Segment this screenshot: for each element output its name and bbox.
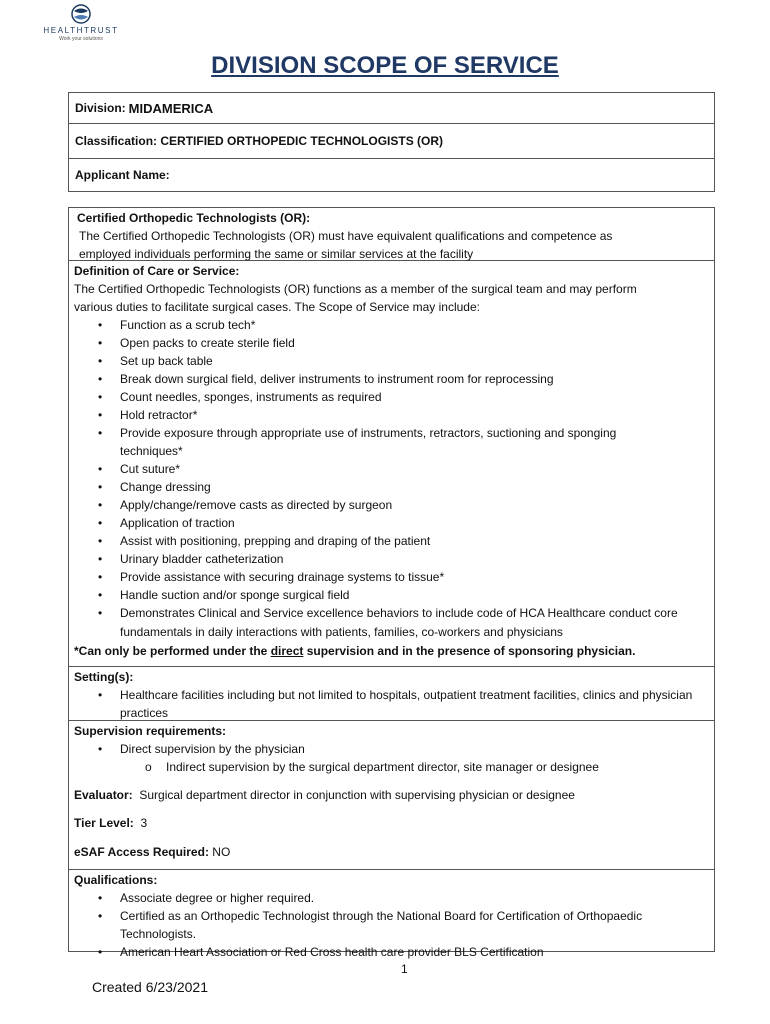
settings-section	[69, 666, 714, 720]
list-item: • Break down surgical field, deliver instruments to instrument room for reprocessing	[120, 370, 709, 388]
classification-label: Classification:	[75, 134, 158, 148]
list-item: • Provide exposure through appropriate use of instruments, retractors, suctioning and sponging techniques*	[120, 424, 709, 460]
definition-section	[69, 260, 714, 666]
evaluator-value: Surgical department director in conjunction with supervising physician or designee	[139, 788, 575, 802]
list-item: • Apply/change/remove casts as directed by surgeon	[120, 496, 709, 514]
supervision-list	[74, 740, 709, 758]
definition-list	[74, 316, 709, 642]
note-after: supervision and in the presence of sponsoring physician.	[303, 644, 636, 658]
list-item: • Handle suction and/or sponge surgical field	[120, 586, 709, 604]
certified-heading: Certified Orthopedic Technologists (OR):	[77, 211, 311, 225]
tier-line	[74, 814, 709, 832]
healthtrust-logo	[38, 4, 124, 42]
applicant-label: Applicant Name:	[75, 168, 170, 182]
definition-heading: Definition of Care or Service:	[74, 264, 240, 278]
list-item: • Function as a scrub tech*	[120, 316, 709, 334]
list-item: • Count needles, sponges, instruments as required	[120, 388, 709, 406]
list-item: • Cut suture*	[120, 460, 709, 478]
division-value: MIDAMERICA	[128, 100, 214, 116]
list-item: • Assist with positioning, prepping and draping of the patient	[120, 532, 709, 550]
qualifications-section	[69, 869, 714, 957]
list-item: • Urinary bladder catheterization	[120, 550, 709, 568]
applicant-row	[69, 158, 714, 191]
list-item: • Certified as an Orthopedic Technologist through the National Board for Certification of Orthopaedic Technologists.	[120, 907, 709, 943]
list-item: • Application of traction	[120, 514, 709, 532]
note-before: *Can only be performed under the	[74, 644, 271, 658]
note-emphasis: direct	[270, 644, 304, 658]
definition-line-1: The Certified Orthopedic Technologists (OR) functions as a member of the surgical team and may perform	[74, 282, 637, 296]
settings-heading: Setting(s):	[74, 670, 134, 684]
tier-label: Tier Level:	[74, 816, 134, 830]
list-item: • American Heart Association or Red Cross health care provider BLS Certification	[120, 943, 709, 961]
logo-name: HEALTHTRUST	[43, 26, 119, 35]
qualifications-list	[74, 889, 709, 961]
qualifications-heading: Qualifications:	[74, 873, 158, 887]
list-item: • Change dressing	[120, 478, 709, 496]
certified-line-1: The Certified Orthopedic Technologists (OR) must have equivalent qualifications and competence as	[79, 229, 613, 243]
list-item: • Provide assistance with securing drainage systems to tissue*	[120, 568, 709, 586]
tier-value: 3	[140, 816, 148, 830]
supervision-sublist	[74, 758, 709, 776]
evaluator-label: Evaluator:	[74, 788, 133, 802]
list-item: • Set up back table	[120, 352, 709, 370]
scope-table	[68, 207, 715, 959]
list-item: • Direct supervision by the physician	[120, 740, 709, 758]
list-item: • Associate degree or higher required.	[120, 889, 709, 907]
division-label: Division:	[75, 101, 126, 115]
esaf-line	[74, 843, 709, 861]
page-title: DIVISION SCOPE OF SERVICE	[211, 52, 559, 79]
logo-tagline: Work your solutions	[59, 36, 103, 42]
header-table	[68, 92, 715, 192]
esaf-label: eSAF Access Required:	[74, 845, 209, 859]
list-item: o Indirect supervision by the surgical department director, site manager or designee	[166, 758, 709, 776]
list-item: • Open packs to create sterile field	[120, 334, 709, 352]
evaluator-line	[74, 786, 709, 804]
page-number: 1	[401, 962, 408, 976]
esaf-value: NO	[212, 845, 231, 859]
supervision-section	[69, 720, 714, 869]
logo-globe-icon	[70, 4, 92, 24]
list-item: • Hold retractor*	[120, 406, 709, 424]
supervision-note	[74, 642, 709, 660]
classification-value: CERTIFIED ORTHOPEDIC TECHNOLOGISTS (OR)	[160, 134, 444, 148]
division-row	[69, 93, 714, 123]
created-date: Created 6/23/2021	[92, 979, 208, 995]
certified-line-2: employed individuals performing the same or similar services at the facility	[79, 247, 474, 261]
settings-list	[74, 686, 709, 722]
classification-row	[69, 123, 714, 158]
supervision-heading: Supervision requirements:	[74, 724, 227, 738]
definition-line-2: various duties to facilitate surgical cases. The Scope of Service may include:	[74, 300, 480, 314]
list-item: • Demonstrates Clinical and Service excellence behaviors to include code of HCA Healthcare conduct core fundamentals in daily interactions with patients, families, co-workers and physicians	[120, 604, 709, 642]
list-item: • Healthcare facilities including but not limited to hospitals, outpatient treatment facilities, clinics and physician practices	[120, 686, 709, 722]
certified-section	[69, 208, 714, 260]
